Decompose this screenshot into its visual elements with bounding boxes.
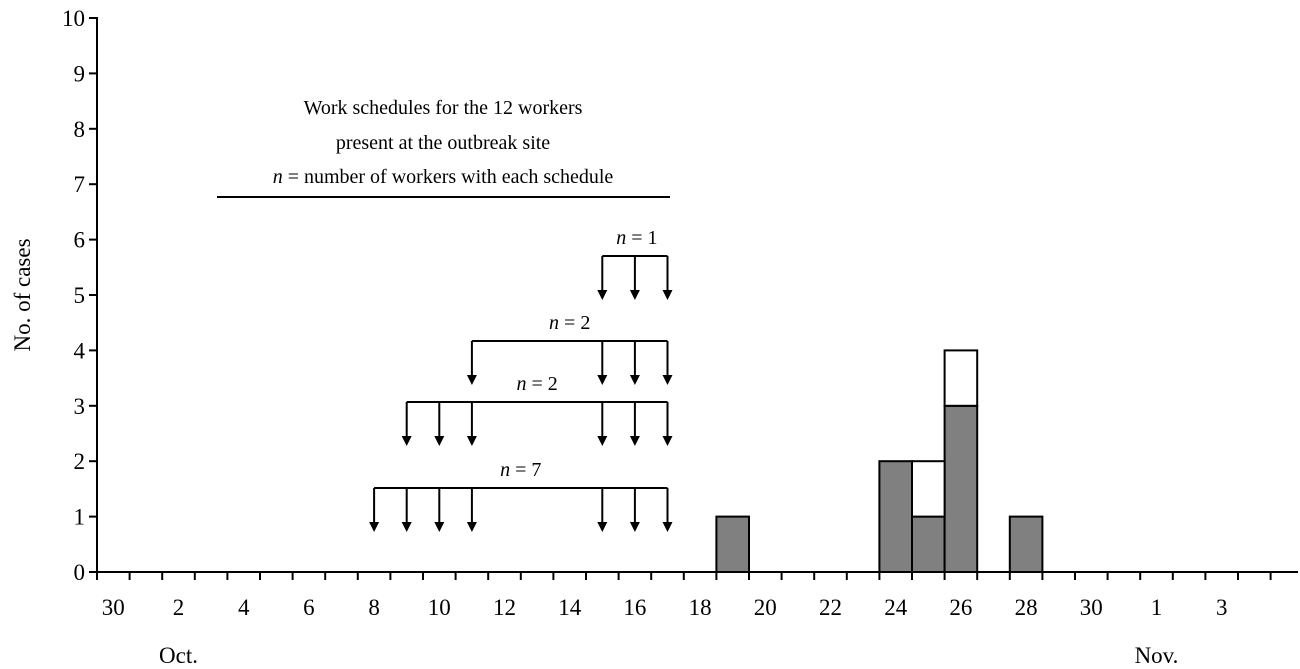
schedule-arrow-head [630, 290, 640, 300]
schedule-arrow-head [663, 436, 673, 446]
y-tick-label: 9 [73, 61, 85, 87]
schedule-arrow-head [597, 522, 607, 532]
annotation-title-line-1: Work schedules for the 12 workers [303, 97, 583, 119]
bar-case-open [912, 461, 945, 516]
x-tick-label: 10 [427, 595, 451, 620]
x-tick-label: 2 [172, 595, 185, 620]
schedule-arrow-head [597, 436, 607, 446]
schedule-label: n = 1 [616, 227, 658, 249]
bar-case-shaded [716, 517, 749, 572]
schedule-arrow-head [630, 375, 640, 385]
x-month-label-nov: Nov. [1134, 643, 1179, 668]
annotation-title-line-2: present at the outbreak site [335, 132, 551, 154]
bar-case-shaded [945, 406, 978, 572]
x-tick-label: 12 [493, 595, 516, 620]
x-tick-label: 30 [101, 595, 125, 620]
y-tick-label: 7 [73, 172, 85, 198]
x-tick-label: 24 [884, 595, 908, 620]
y-tick-label: 3 [73, 393, 85, 419]
schedule-arrow-head [597, 290, 607, 300]
schedule-arrow-head [402, 522, 412, 532]
bar-case-shaded [912, 517, 945, 572]
bar-case-shaded [1010, 517, 1043, 572]
schedule-arrow-head [434, 436, 444, 446]
x-tick-label: 30 [1079, 595, 1103, 620]
y-tick-label: 4 [73, 338, 85, 364]
schedule-arrow-head [663, 522, 673, 532]
schedule-label: n = 2 [549, 312, 591, 334]
x-tick-label: 16 [623, 595, 647, 620]
schedule-arrow-head [630, 436, 640, 446]
y-tick-label: 5 [73, 283, 85, 308]
schedule-arrow-head [663, 290, 673, 300]
x-tick-label: 8 [368, 595, 380, 620]
x-tick-label: 3 [1215, 595, 1228, 620]
bar-case-open [945, 350, 978, 405]
schedule-arrow-head [630, 522, 640, 532]
y-tick-label: 8 [73, 116, 85, 142]
y-tick-label: 2 [73, 449, 85, 475]
y-tick-label: 0 [73, 560, 85, 585]
schedule-arrow-head [467, 522, 477, 532]
x-tick-label: 22 [819, 595, 842, 620]
x-month-label-oct: Oct. [159, 643, 198, 668]
x-tick-label: 26 [949, 595, 973, 620]
x-tick-label: 1 [1150, 595, 1163, 620]
x-tick-label: 4 [237, 595, 250, 620]
x-tick-label: 28 [1014, 595, 1038, 620]
schedule-arrow-head [467, 436, 477, 446]
bar-case-shaded [879, 461, 912, 572]
annotation-n-definition: n = number of workers with each schedule [272, 166, 614, 188]
y-tick-label: 10 [62, 6, 85, 31]
x-tick-label: 14 [558, 595, 582, 620]
schedule-arrow-head [402, 436, 412, 446]
schedule-arrow-head [663, 375, 673, 385]
schedule-arrow-head [467, 375, 477, 385]
x-tick-label: 18 [688, 595, 712, 620]
schedule-arrow-head [369, 522, 379, 532]
schedule-label: n = 7 [500, 459, 542, 481]
y-tick-label: 6 [73, 227, 85, 253]
y-axis-title: No. of cases [10, 238, 35, 352]
x-tick-label: 6 [303, 595, 315, 620]
schedule-label: n = 2 [516, 373, 558, 395]
schedule-arrow-head [597, 375, 607, 385]
schedule-arrow-head [434, 522, 444, 532]
x-tick-label: 20 [753, 595, 777, 620]
y-tick-label: 1 [73, 504, 85, 530]
